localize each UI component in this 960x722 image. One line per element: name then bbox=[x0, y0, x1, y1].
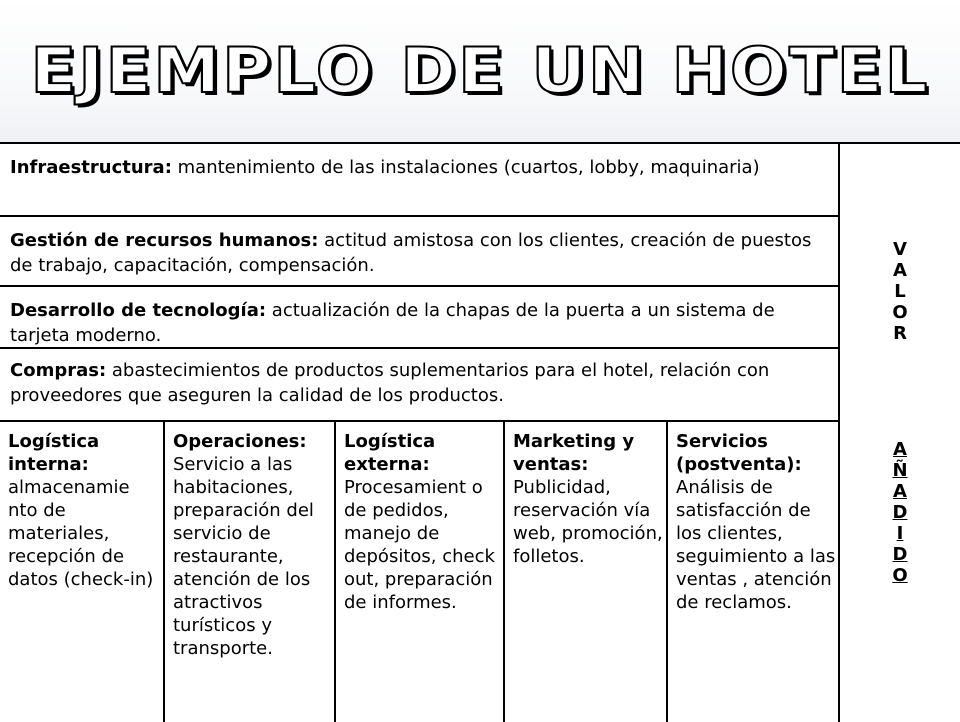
support-row-procurement bbox=[0, 349, 838, 422]
added-word bbox=[840, 439, 960, 586]
primary-marketing-sales bbox=[505, 422, 666, 722]
value-letter: A bbox=[893, 260, 907, 281]
support-label: Compras: bbox=[10, 360, 107, 381]
primary-operations bbox=[165, 422, 334, 722]
added-letter: O bbox=[892, 565, 908, 586]
added-letter: A bbox=[893, 481, 907, 502]
primary-text: Análisis de satisfacción de los clientes, seguimiento a las ventas , atención de reclamos. bbox=[676, 477, 836, 613]
support-text: actualización de la chapas de la puerta a un sistema de tarjeta moderno. bbox=[10, 300, 775, 346]
primary-label: Operaciones: bbox=[173, 431, 307, 452]
added-letter: I bbox=[896, 523, 904, 544]
primary-text: Publicidad, reservación vía web, promoción, folletos. bbox=[513, 477, 663, 567]
primary-text: Servicio a las habitaciones, preparación del servicio de restaurante, atención de los atractivos turísticos y transporte. bbox=[173, 454, 314, 659]
value-chain-table bbox=[0, 142, 960, 722]
support-text: mantenimiento de las instalaciones (cuartos, lobby, maquinaria) bbox=[171, 157, 760, 178]
added-letter: D bbox=[892, 544, 908, 565]
support-label: Gestión de recursos humanos: bbox=[10, 230, 319, 251]
primary-label: Logística interna: bbox=[8, 431, 100, 475]
support-label: Infraestructura: bbox=[10, 157, 172, 178]
value-letter: O bbox=[892, 302, 908, 323]
value-word bbox=[840, 239, 960, 344]
primary-after-sales-service bbox=[668, 422, 838, 722]
support-label: Desarrollo de tecnología: bbox=[10, 300, 267, 321]
primary-text: Procesamient o de pedidos, manejo de depósitos, check out, preparación de informes. bbox=[344, 477, 495, 613]
primary-text: almacenamie nto de materiales, recepción de datos (check-in) bbox=[8, 477, 154, 590]
value-letter: L bbox=[894, 281, 906, 302]
support-text: actitud amistosa con los clientes, creación de puestos de trabajo, capacitación, compensación. bbox=[10, 230, 812, 276]
support-text: abastecimientos de productos suplementarios para el hotel, relación con proveedores que aseguren la calidad de los productos. bbox=[10, 360, 770, 406]
value-letter: V bbox=[893, 239, 907, 260]
support-row-infrastructure bbox=[0, 144, 838, 217]
primary-outbound-logistics bbox=[336, 422, 503, 722]
primary-inbound-logistics bbox=[0, 422, 163, 722]
primary-label: Servicios (postventa): bbox=[676, 431, 802, 475]
added-letter: Ñ bbox=[892, 460, 908, 481]
slide-title: EJEMPLO DE UN HOTEL bbox=[30, 34, 930, 107]
value-letter: R bbox=[893, 323, 907, 344]
primary-label: Logística externa: bbox=[344, 431, 436, 475]
primary-label: Marketing y ventas: bbox=[513, 431, 635, 475]
added-letter: A bbox=[893, 439, 907, 460]
support-row-technology bbox=[0, 287, 838, 349]
support-row-human-resources bbox=[0, 217, 838, 287]
value-added-column bbox=[840, 144, 960, 722]
added-letter: D bbox=[892, 502, 908, 523]
